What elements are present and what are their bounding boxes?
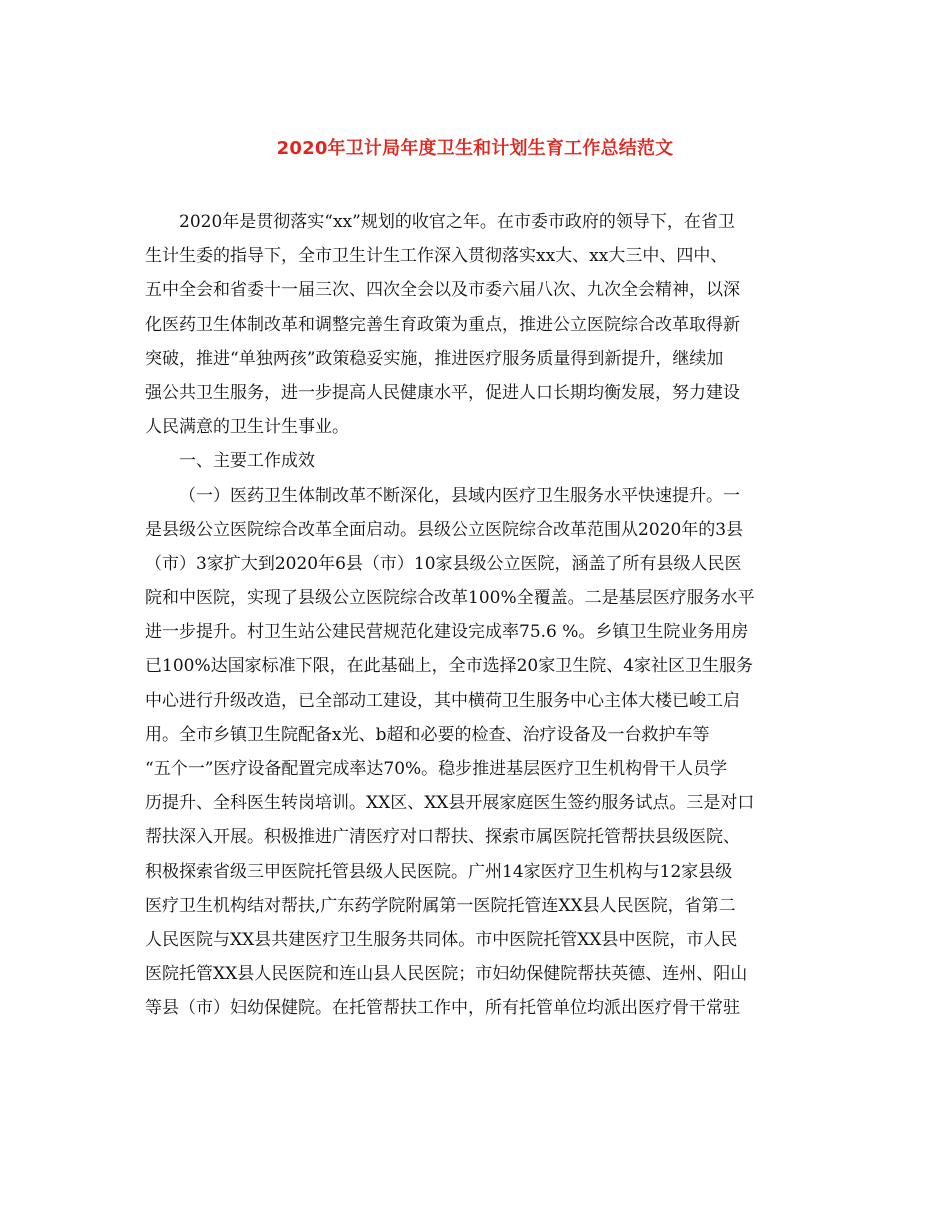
- text-line: 院和中医院，实现了县级公立医院综合改革100%全覆盖。二是基层医疗服务水平: [145, 588, 755, 609]
- text-line: （一）医药卫生体制改革不断深化，县域内医疗卫生服务水平快速提升。一: [179, 485, 740, 506]
- text-line: 医院托管XX县人民医院和连山县人民医院；市妇幼保健院帮扶英德、连州、阳山: [145, 964, 748, 985]
- text-line: 突破，推进“单独两孩”政策稳妥实施，推进医疗服务质量得到新提升，继续加: [145, 348, 724, 369]
- text-line: 历提升、全科医生转岗培训。XX区、XX县开展家庭医生签约服务试点。三是对口: [145, 793, 755, 814]
- text-line: “五个一”医疗设备配置完成率达70%。稳步推进基层医疗卫生机构骨干人员学: [145, 759, 728, 779]
- text-line: 一、主要工作成效: [179, 451, 315, 472]
- text-line: 医疗卫生机构结对帮扶,广东药学院附属第一医院托管连XX县人民医院，省第二: [145, 895, 736, 916]
- text-line: （市）3家扩大到2020年6县（市）10家县级公立医院，涵盖了所有县级人民医: [145, 553, 742, 574]
- document-title: 2020年卫计局年度卫生和计划生育工作总结范文: [276, 138, 674, 159]
- text-line: 进一步提升。村卫生站公建民营规范化建设完成率75.6 %。乡镇卫生院业务用房: [145, 622, 749, 643]
- text-line: 已100%达国家标准下限，在此基础上，全市选择20家卫生院、4家社区卫生服务: [145, 656, 754, 677]
- text-line: 用。全市乡镇卫生院配备x光、b超和必要的检查、治疗设备及一台救护车等: [145, 724, 710, 745]
- text-line: 中心进行升级改造，已全部动工建设，其中横荷卫生服务中心主体大楼已峻工启: [145, 690, 740, 711]
- text-line: 强公共卫生服务，进一步提高人民健康水平，促进人口长期均衡发展，努力建设: [145, 382, 740, 403]
- text-line: 人民满意的卫生计生事业。: [145, 417, 349, 438]
- text-line: 积极探索省级三甲医院托管县级人民医院。广州14家医疗卫生机构与12家县级: [145, 861, 733, 882]
- text-line: 生计生委的指导下，全市卫生计生工作深入贯彻落实xx大、xx大三中、四中、: [145, 246, 728, 267]
- text-line: 2020年是贯彻落实“xx”规划的收官之年。在市委市政府的领导下，在省卫: [179, 212, 735, 232]
- text-line: 等县（市）妇幼保健院。在托管帮扶工作中，所有托管单位均派出医疗骨干常驻: [145, 998, 740, 1019]
- text-line: 帮扶深入开展。积极推进广清医疗对口帮扶、探索市属医院托管帮扶县级医院、: [145, 827, 740, 848]
- text-line: 化医药卫生体制改革和调整完善生育政策为重点，推进公立医院综合改革取得新: [145, 314, 740, 335]
- document-body: [145, 205, 805, 1026]
- text-line: 是县级公立医院综合改革全面启动。县级公立医院综合改革范围从2020年的3县: [145, 519, 744, 540]
- text-line: 人民医院与XX县共建医疗卫生服务共同体。市中医院托管XX县中医院，市人民: [145, 929, 738, 950]
- text-line: 五中全会和省委十一届三次、四次全会以及市委六届八次、九次全会精神，以深: [145, 280, 740, 301]
